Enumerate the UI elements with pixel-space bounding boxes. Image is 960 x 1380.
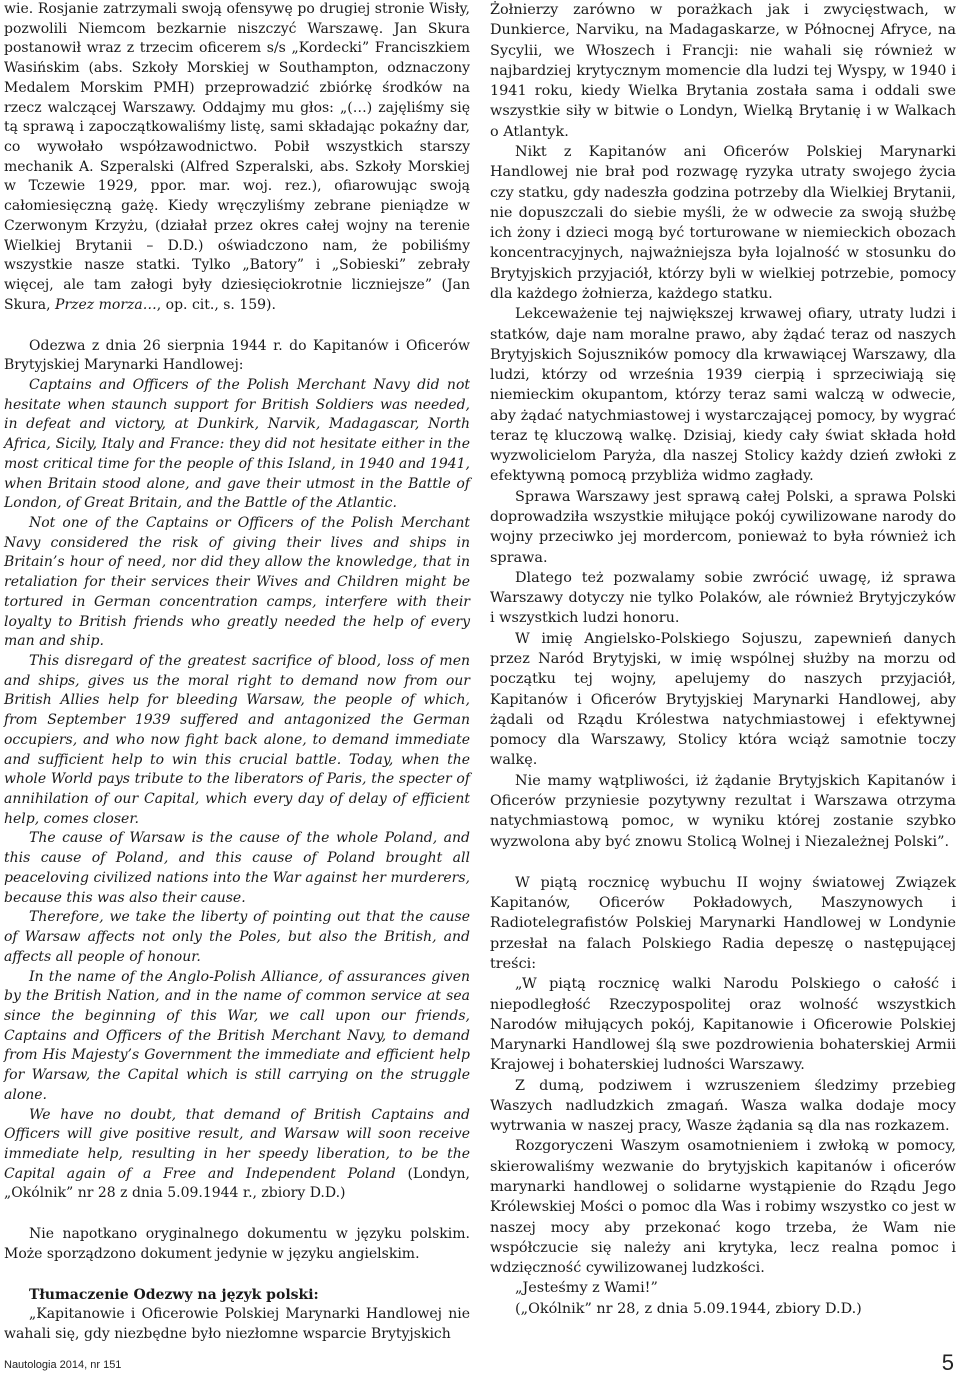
english-paragraph: Therefore, we take the liberty of pointing out that the cause of Warsaw affects not only the Poles, but also the British, and affects all people of honour. bbox=[4, 909, 470, 965]
paragraph: Dlatego też pozwalamy sobie zwrócić uwagę, iż sprawa Warszawy dotyczy nie tylko Polaków, ale również Brytyjczyków i wszystkich ludzi honoru. bbox=[490, 569, 956, 627]
quoted-message: Rozgoryczeni Waszym osamotnieniem i zwłoką w pomocy, skierowaliśmy wezwanie do brytyjskich kapitanów i oficerów marynarki handlowej o solidarne wystąpienie do Rządu Jego Królewskiej Mości o pomoc dla Was i robimy wszystko co jest w naszej mocy aby przekonać kogo trzeba, że Wam nie współczucie się należy ani krytyka, lecz realna pomoc i wdzięczność cywilizowanej ludzkości. bbox=[490, 1138, 956, 1277]
quoted-message: „Jesteśmy z Wami!” bbox=[515, 1280, 658, 1297]
paragraph: W piątą rocznicę wybuchu II wojny światowej Związek Kapitanów, Oficerów Pokładowych, Maszynowych i Radiotelegrafistów Polskiej Marynarki Handlowej w Londynie przesłał na falach Polskiego Radia depeszę o następującej treści: bbox=[490, 874, 956, 972]
section-heading: Tłumaczenie Odezwy na język polski: bbox=[29, 1286, 319, 1303]
paragraph: Nikt z Kapitanów ani Oficerów Polskiej Marynarki Handlowej nie brał pod rozwagę ryzyka utraty swojego życia czy statku, gdy nadeszła godzina potrzeby dla Wielkiej Brytanii, nie dopuszczali do siebie myśli, że w odwecie za swoją służbę ich żony i dzieci mogą być torturowane w niemieckich obozach koncentracyjnych, najważniejsza była lojalność w stosunku do Brytyjskich przyjaciół, którzy byli w wielkiej potrzebie, pomocy dla każdego żołnierza, każdego statku. bbox=[490, 143, 956, 302]
source-note: Nie napotkano oryginalnego dokumentu w języku polskim. Może sporządzono dokument jedynie w języku angielskim. bbox=[4, 1226, 470, 1262]
paragraph: Nie mamy wątpliwości, iż żądanie Brytyjskich Kapitanów i Oficerów przyniesie pozytywny rezultat i Warszawa otrzyma natychmiastową pomoc, w wyniku której zostanie szybko wyzwolona aby być znowu Stolicą Wolnej i Niezależnej Polski”. bbox=[490, 772, 956, 850]
english-paragraph: This disregard of the greatest sacrifice of blood, loss of men and ships, gives us the moral right to demand now from our British Allies help for bleeding Warsaw, the people of which, from September 1939 suffered and antagonized the German occupiers, and who now fight back alone, to demand immediate and sufficient help to win this crucial battle. Today, when the whole World pays tribute to the liberators of Paris, the specter of annihilation of our Capital, which every day of delay of efficient help, comes closer. bbox=[4, 653, 470, 827]
right-column bbox=[490, 0, 956, 1319]
paragraph: Sprawa Warszawy jest sprawą całej Polski, a sprawa Polski doprowadziła wszystkie miłujące pokój cywilizowane narody do wojny przeciwko jej mordercom, ponieważ to była również ich sprawa. bbox=[490, 488, 956, 566]
paragraph: Lekceważenie tej największej krwawej ofiary, utraty ludzi i statków, daje nam moralne prawo, aby żądać teraz od naszych Brytyjskich Sojuszników pomocy dla krwawiącej Warszawy, dla ludzi, którzy od września 1939 cierpią i sprzeciwiają się niemieckim okupantom, którzy teraz sami walczą w odwecie, aby żądać natychmiastowej i wystarczającej pomocy, by wygrać teraz tę kluczową walkę. Dzisiaj, kiedy cały świat składa hołd wyzwolicielom Paryża, dla naszej Stolicy każdy dzień zwłoki z efektywną pomocą przybliża widmo zagłady. bbox=[490, 306, 956, 485]
english-paragraph: The cause of Warsaw is the cause of the whole Poland, and this cause of Poland, and this cause of Poland brought all peaceloving civilized nations into the War against her murderers, because this was also their cause. bbox=[4, 830, 470, 906]
english-paragraph: Captains and Officers of the Polish Merchant Navy did not hesitate when staunch support for British Soldiers was needed, in defeat and victory, at Dunkirk, Narvik, Madagascar, North Africa, Sicily, Italy and France: they did not hesitate either in the most critical time for the people of this Island, in 1940 and 1941, when Britain stood alone, and gave their utmost in the Battle of London, of Great Britain, and the Battle of the Atlantic. bbox=[4, 376, 470, 512]
english-paragraph-final: We have no doubt, that demand of British Captains and Officers will give positive result, and Warsaw will soon receive immediate help, resulting in her speedy liberation, to be the Capital again of a Free and Independent Poland (Londyn, „Okólnik” nr 28 z dnia 5.09.1944 r., zbiory D.D.) bbox=[4, 1106, 470, 1202]
paragraph: W imię Angielsko-Polskiego Sojuszu, zapewnień danych przez Naród Brytyjski, w imię wspólnej służby na morzu od początku tej wojny, apelujemy do naszych przyjaciół, Kapitanów i Oficerów Brytyjskiej Marynarki Handlowej, aby żądali od Rządu Królestwa natychmiastowej i efektywnej pomocy dla Warszawy, Stolicy która wciąż samotnie toczy walkę. bbox=[490, 630, 956, 769]
page-number: 5 bbox=[941, 1350, 954, 1375]
source-citation: („Okólnik” nr 28, z dnia 5.09.1944, zbiory D.D.) bbox=[515, 1300, 862, 1317]
left-column bbox=[4, 0, 470, 1345]
quoted-message: Z dumą, podziwem i wzruszeniem śledzimy przebieg Waszych nadludzkich zmagań. Wasza walka dodaje mocy wytrwania w naszej pracy, Wasze żądania są dla nas rozkazem. bbox=[490, 1077, 956, 1135]
appeal-intro: Odezwa z dnia 26 sierpnia 1944 r. do Kapitanów i Oficerów Brytyjskiej Marynarki Handlowej: bbox=[4, 337, 470, 374]
journal-footer: Nautologia 2014, nr 151 bbox=[4, 1359, 122, 1371]
paragraph-intro: wie. Rosjanie zatrzymali swoją ofensywę po drugiej stronie Wisły, pozwolili Niemcom bezkarnie niszczyć Warszawę. Jan Skura postanowił wraz z trzecim oficerem s/s „Kordecki” Franciszkiem Wasińskim (abs. Szkoły Morskiej w Southampton, odznaczony Medalem Morskim PMH) przeprowadzić zbiórkę środków na rzecz walczącej Warszawy. Oddajmy mu głos: „(…) zajęliśmy się tą sprawą i zapoczątkowaliśmy listę, sami składając pokaźny dar, co wywołało współzawodnictwo. Pobił wszystkich starszy mechanik A. Szperalski (Alfred Szperalski, abs. Szkoły Morskiej w Tczewie 1929, ppor. mar. woj. rez.), ofiarowując swoją całomiesięczną gażę. Kiedy wręczyliśmy zebrane pieniądze w Czerwonym Krzyżu, (działał przez okres całej wojny na terenie Wielkiej Brytanii – D.D.) oświadczono nam, że pobiliśmy wszystkie nasze statki. Tylko „Batory” i „Sobieski” zebrały więcej, ale tam załogi były dziesięciokrotnie liczniejsze” (Jan Skura, Przez morza…, op. cit., s. 159). bbox=[4, 1, 470, 313]
quoted-message: „W piątą rocznicę walki Narodu Polskiego o całość i niepodległość Rzeczypospolitej oraz wolność wszystkich Narodów miłujących pokój, Kapitanowie i Oficerowie Polskiej Marynarki Handlowej ślą swe pozdrowienia bohaterskiej Armii Krajowej i bohaterskiej ludności Warszawy. bbox=[490, 976, 956, 1074]
english-paragraph: In the name of the Anglo-Polish Alliance, of assurances given by the British Nation, and in the name of common service at sea since the beginning of this War, we call upon our friends, Captains and Officers of the British Merchant Navy, to demand from His Majesty’s Government the immediate and efficient help for Warsaw, the Capital which is still carrying on the struggle alone. bbox=[4, 968, 470, 1103]
polish-translation-start: „Kapitanowie i Oficerowie Polskiej Marynarki Handlowej nie wahali się, gdy niezbędne było niezłomne wsparcie Brytyjskich bbox=[4, 1306, 470, 1342]
english-paragraph: Not one of the Captains or Officers of the Polish Merchant Navy considered the risk of giving their lives and ships in Britain’s hour of need, nor did they allow the knowledge, that in retaliation for their services their Wives and Children might be tortured in German concentration camps, interfere with their loyalty to British friends who greatly needed the help of every man and ship. bbox=[4, 514, 470, 650]
book-title: Przez morza… bbox=[55, 296, 157, 313]
paragraph: Żołnierzy zarówno w porażkach jak i zwycięstwach, w Dunkierce, Narviku, na Madagaskarze, w Północnej Afryce, na Sycylii, we Włoszech i Francji: nie wahali się również w najbardziej krytycznym momencie dla ludzi tej Wyspy, w 1940 i 1941 roku, kiedy Wielka Brytania została sama i oddali swe wszystkie siły w bitwie o Londyn, Wielką Brytanię i w Walkach o Atlantyk. bbox=[490, 2, 956, 140]
